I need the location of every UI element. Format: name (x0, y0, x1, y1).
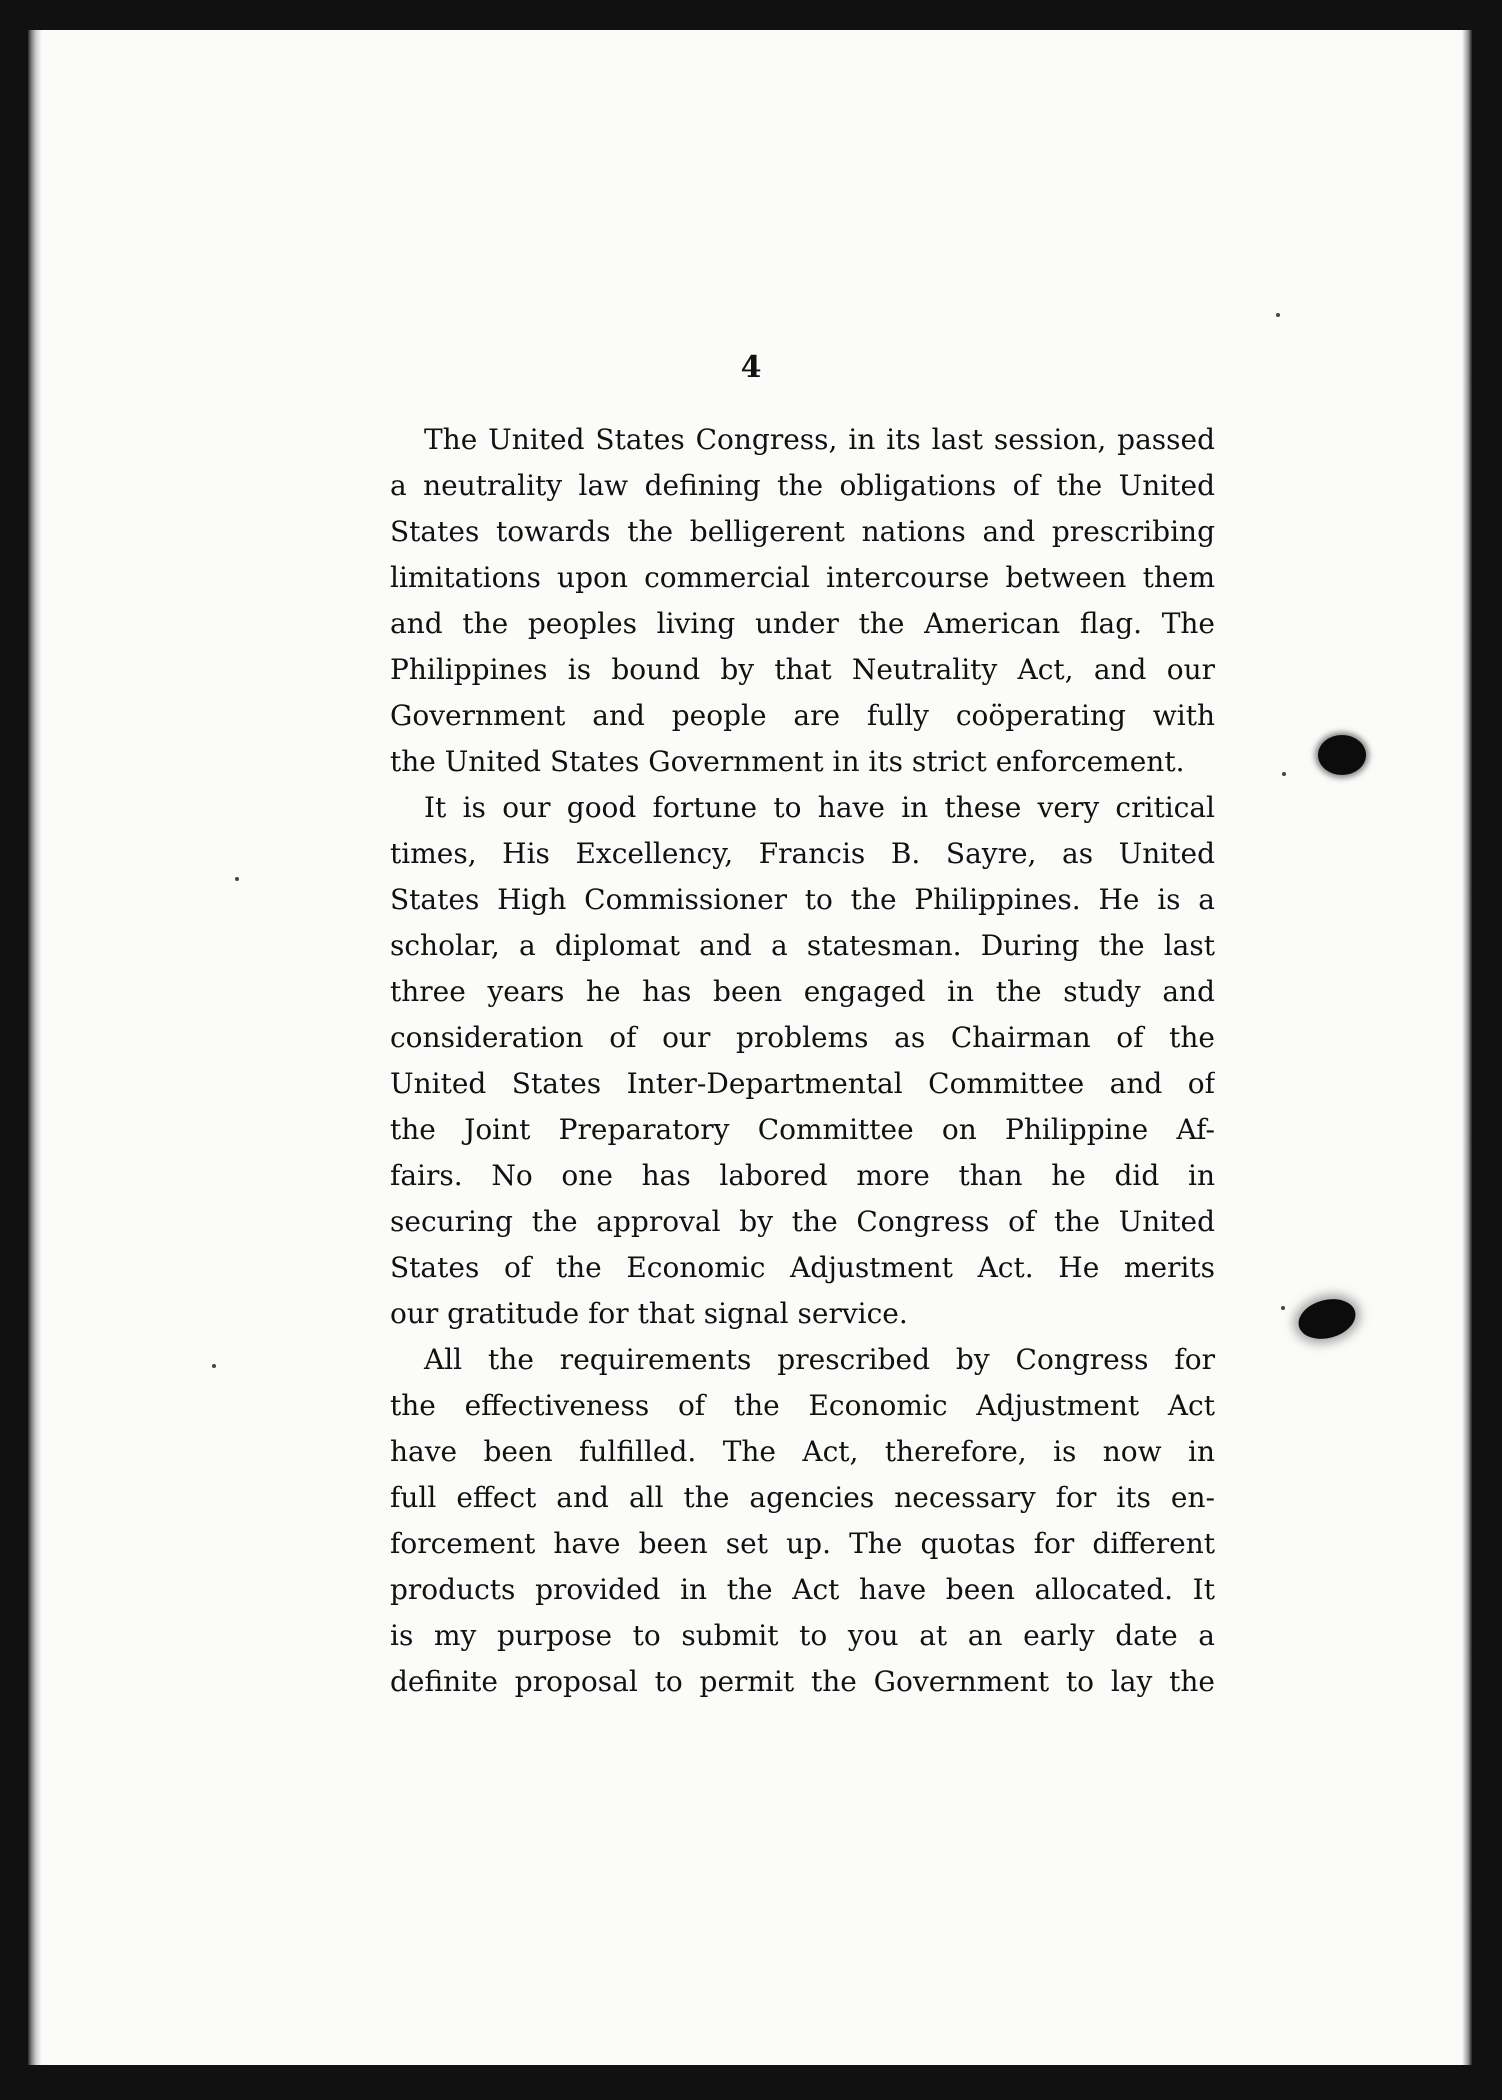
ink-speck (1281, 1306, 1285, 1310)
text-line: times, His Excellency, Francis B. Sayre, as United (390, 837, 1215, 870)
text-line: Philippines is bound by that Neutrality Act, and our (390, 653, 1215, 686)
text-line: scholar, a diplomat and a statesman. During the last (390, 929, 1215, 962)
text-line: full effect and all the agencies necessary for its en- (390, 1481, 1215, 1514)
text-line: All the requirements prescribed by Congress for (424, 1343, 1215, 1376)
text-line: fairs. No one has labored more than he did in (390, 1159, 1215, 1192)
text-line: securing the approval by the Congress of the United (390, 1205, 1215, 1238)
text-line: three years he has been engaged in the study and (390, 975, 1215, 1008)
text-line: States High Commissioner to the Philippines. He is a (390, 883, 1215, 916)
text-line: the Joint Preparatory Committee on Philippine Af- (390, 1113, 1215, 1146)
text-line: The United States Congress, in its last session, passed (424, 423, 1215, 456)
paragraph-neutrality-law (390, 417, 1215, 785)
text-line: the effectiveness of the Economic Adjustment Act (390, 1389, 1215, 1422)
ink-speck (1276, 313, 1280, 317)
text-line: United States Inter-Departmental Committee and of (390, 1067, 1215, 1100)
page-edge-right (1462, 30, 1472, 2065)
text-line: definite proposal to permit the Government to lay the (390, 1665, 1215, 1698)
text-line: our gratitude for that signal service. (390, 1297, 908, 1330)
text-line: Government and people are fully coöperating with (390, 699, 1215, 732)
paragraph-high-commissioner (390, 785, 1215, 1337)
text-line: and the peoples living under the American flag. The (390, 607, 1215, 640)
text-line: have been fulfilled. The Act, therefore, is now in (390, 1435, 1215, 1468)
page-number: 4 (740, 350, 762, 385)
text-line: It is our good fortune to have in these very critical (424, 791, 1215, 824)
ink-blot (1318, 735, 1366, 775)
text-line: products provided in the Act have been allocated. It (390, 1573, 1215, 1606)
ink-speck (1282, 772, 1286, 776)
text-line: forcement have been set up. The quotas for different (390, 1527, 1215, 1560)
text-line: the United States Government in its strict enforcement. (390, 745, 1185, 778)
page-edge-left (28, 30, 42, 2065)
text-line: States towards the belligerent nations and prescribing (390, 515, 1215, 548)
text-line: consideration of our problems as Chairman of the (390, 1021, 1215, 1054)
text-line: is my purpose to submit to you at an early date a (390, 1619, 1215, 1652)
ink-speck (212, 1364, 216, 1368)
paragraph-economic-adjustment (390, 1337, 1215, 1705)
ink-speck (235, 877, 239, 881)
text-line: a neutrality law defining the obligations of the United (390, 469, 1215, 502)
text-line: limitations upon commercial intercourse between them (390, 561, 1215, 594)
text-line: States of the Economic Adjustment Act. He merits (390, 1251, 1215, 1284)
body-text (390, 417, 1215, 1705)
